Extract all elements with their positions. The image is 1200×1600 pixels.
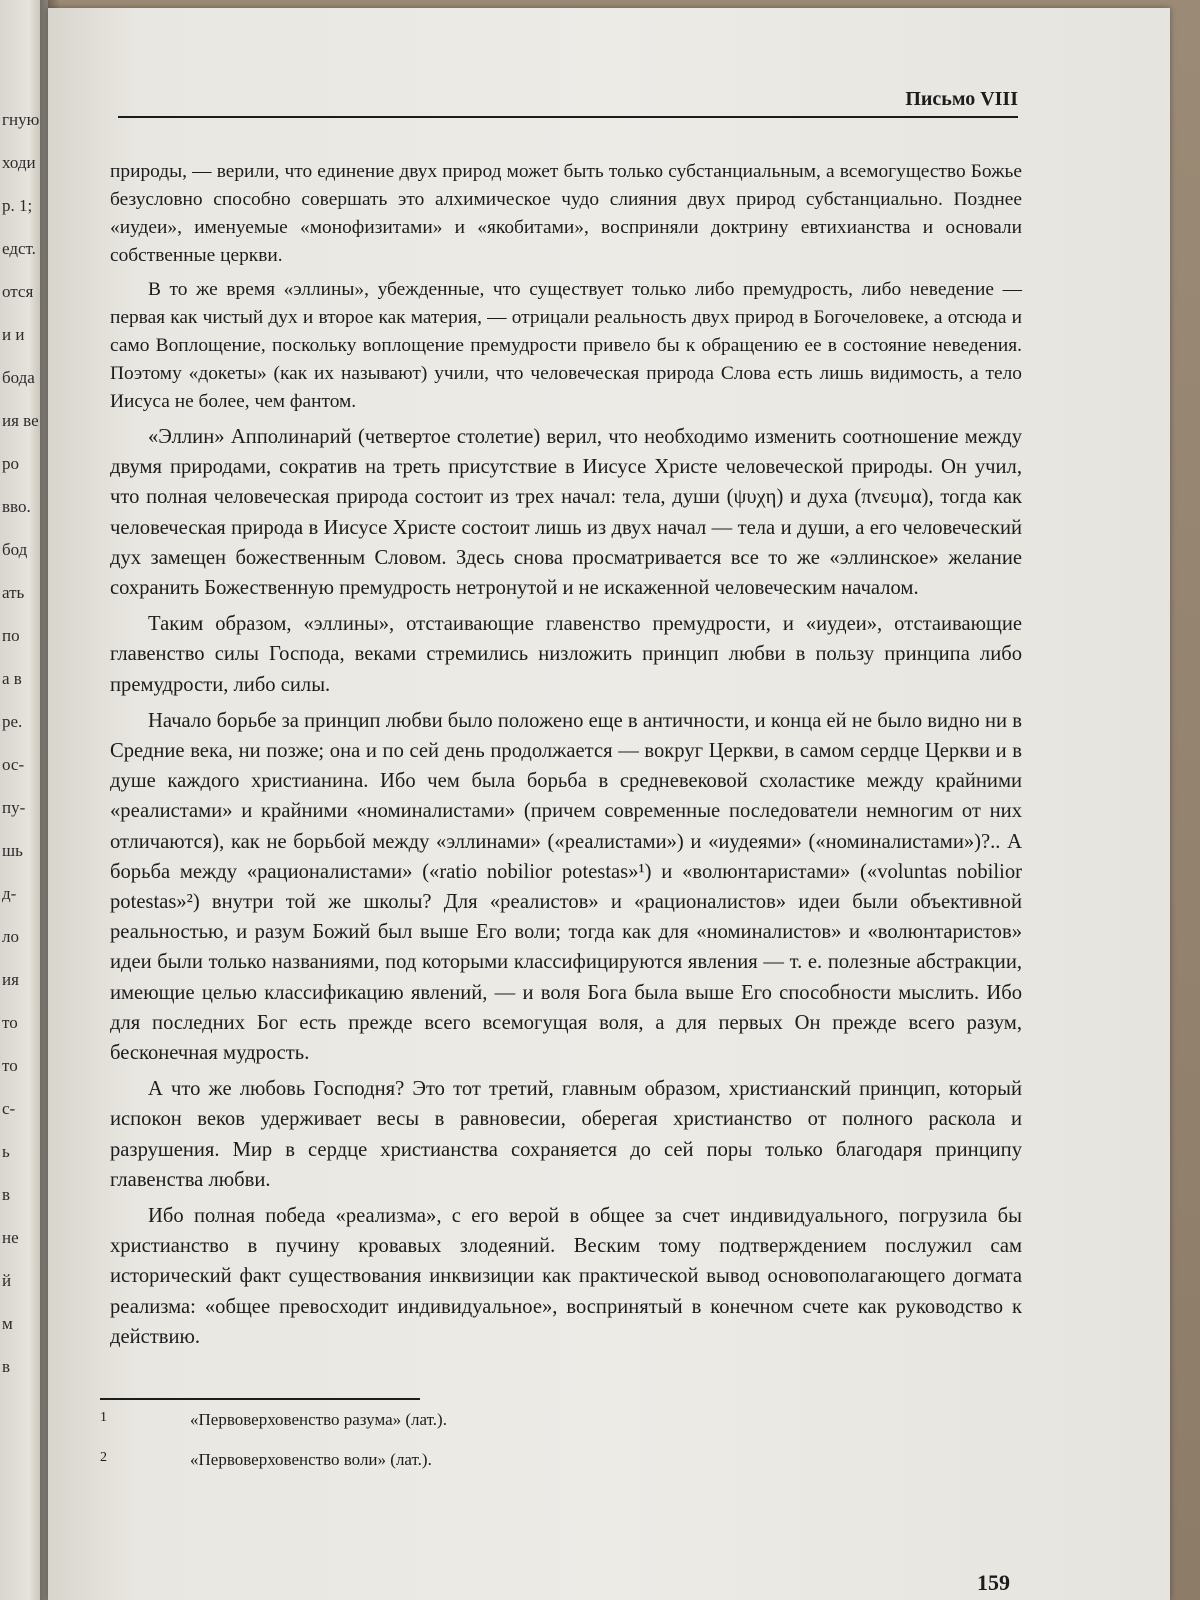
left-page-fragment: то — [2, 1013, 18, 1032]
paragraph: Ибо полная победа «реализма», с его верой в общее за счет индивидуального, погрузила бы христианство в пучину кровавых злодеяний. Веским тому подтверждением послужил сам исторический факт существования инквизиции как практической вывод основополагающего догмата реализма: «общее превосходит индивидуальное», воспринятый в конечном счете как руководство к действию. — [110, 1205, 1022, 1348]
left-page-fragment: и и — [2, 325, 25, 344]
paragraph: Начало борьбе за принцип любви было положено еще в античности, и конца ей не было видно ни в Средние века, ни позже; она и по сей день продолжается — вокруг Церкви, в самом сердце Церкви и в душе каждого христианина. Ибо чем была борьба в средневековой схоластике между крайними «реалистами» и крайними «номиналистами» (причем современные последователи немногим от них отличаются), как не борьбой между «эллинами» («реалистами») и «иудеями» («номиналистами»)?.. А борьба между «рационалистами» («ratio nobilior potestas»¹) и «волюнтаристами» («voluntas nobilior potestas»²) внутри той же школы? Для «реалистов» и «рационалистов» идеи были объективной реальностью, и разум Божий был выше Его воли; тогда как для «номиналистов» и «волюнтаристов» идеи были только названиями, под которыми классифицируются явления — т. е. полезные абстракции, имеющие целью классификацию явлений, — и воля Бога была выше Его способности мыслить. Ибо для последних Бог есть прежде всего всемогущая воля, а для первых Он прежде всего разум, бесконечная мудрость. — [110, 709, 1022, 1065]
left-page-fragment: отся — [2, 282, 34, 301]
left-page-fragment: в — [2, 1357, 11, 1376]
page-number: 159 — [977, 1570, 1010, 1595]
running-head — [118, 88, 1018, 118]
footnote-text: «Первоверховенство воли» (лат.). — [190, 1450, 432, 1469]
paragraph: Таким образом, «эллины», отстаивающие главенство премудрости, и «иудеи», отстаивающие главенство силы Господа, веками стремились низложить принцип любви в пользу принципа либо премудрости, либо силы. — [110, 613, 1022, 696]
left-page-fragment: по — [2, 626, 20, 645]
paragraph: В то же время «эллины», убежденные, что существует только либо премудрость, либо неведение — первая как чистый дух и второе как материя, — отрицали реальность двух природ в Богочеловеке, а отсюда и само Воплощение, поскольку воплощение премудрости привело бы к обращению ее в состояние неведения. Поэтому «докеты» (как их называют) учили, что человеческая природа Слова есть лишь видимость, а тело Иисуса не более, чем фантом. — [110, 279, 1022, 412]
left-page-fragment: ходи — [2, 153, 36, 172]
left-page-fragment: бода — [2, 368, 35, 387]
left-page-fragment: ос- — [2, 755, 25, 774]
paragraph: природы, — верили, что единение двух природ может быть только субстанциальным, а всемогущество Божье безусловно способно совершать это алхимическое чудо слияния двух природ субстанциально. Позднее «иудеи», именуемые «монофизитами» и «якобитами», восприняли доктрину евтихианства и основали собственные церкви. — [110, 161, 1022, 266]
left-page-fragment: с- — [2, 1099, 16, 1118]
left-page-fragment: ло — [2, 927, 19, 946]
left-page-fragment: д- — [2, 884, 17, 903]
body-text — [110, 158, 1022, 1358]
left-page-fragment: едст. — [2, 239, 36, 258]
left-page-fragment: а в — [2, 669, 22, 688]
running-head-title: Письмо VIII — [905, 88, 1018, 110]
paragraph: «Эллин» Апполинарий (четвертое столетие) верил, что необходимо изменить соотношение между двумя природами, сократив на треть присутствие в Иисусе Христе человеческой природы. Он учил, что полная человеческая природа состоит из трех начал: тела, души (ψυχη) и духа (πνευμα), тогда как человеческая природа в Иисусе Христе состоит лишь из двух начал — тела и души, а его человеческий дух замещен божественным Словом. Здесь снова просматривается все то же «эллинское» желание сохранить Божественную премудрость нетронутой и не искаженной человеческим началом. — [110, 426, 1022, 600]
left-page-fragment: вво. — [2, 497, 31, 516]
book-page — [48, 8, 1170, 1600]
left-page-fragment: пу- — [2, 798, 26, 817]
left-page-fragment: то — [2, 1056, 18, 1075]
left-page-fragment: ре. — [2, 712, 23, 731]
left-page-fragment: ать — [2, 583, 25, 602]
footnote — [100, 1410, 800, 1450]
footnote-text: «Первоверховенство разума» (лат.). — [190, 1410, 447, 1429]
footnote-number: 2 — [100, 1450, 107, 1465]
footnote — [100, 1450, 800, 1490]
footnotes — [100, 1410, 800, 1490]
footnote-rule — [100, 1398, 420, 1400]
left-page-fragment: гную — [2, 110, 40, 129]
left-page-fragment: в — [2, 1185, 11, 1204]
left-page-fragment: ро — [2, 454, 19, 473]
footnote-number: 1 — [100, 1410, 107, 1425]
left-page-fragment: ия — [2, 970, 19, 989]
left-page-fragment: ь — [2, 1142, 10, 1161]
left-page-fragment: шь — [2, 841, 23, 860]
paragraph: А что же любовь Господня? Это тот третий, главным образом, христианский принцип, который испокон веков удерживает весы в равновесии, оберегая христианство от полного раскола и разрушения. Мир в сердце христианства сохраняется до сей поры только благодаря принципу главенства любви. — [110, 1078, 1022, 1191]
left-page-fragment: ия ве — [2, 411, 39, 430]
left-page-fragment: р. 1; — [2, 196, 33, 215]
left-page-fragment: й — [2, 1271, 12, 1290]
left-page-fragment: бод — [2, 540, 28, 559]
left-page-fragment: м — [2, 1314, 13, 1333]
left-page-fragment: не — [2, 1228, 19, 1247]
